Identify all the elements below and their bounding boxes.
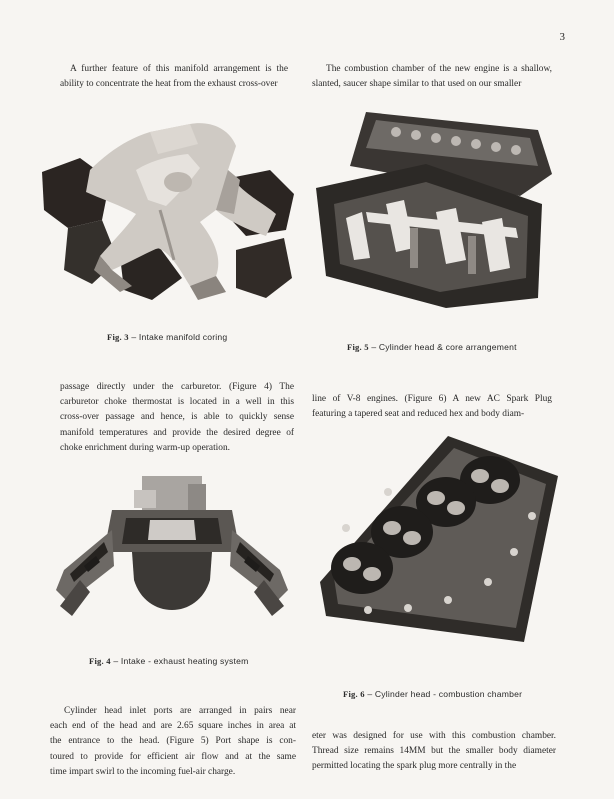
text-line: Cylinder head inlet ports are arranged in pairs near [64, 706, 296, 716]
paragraph-manifold-heat [60, 62, 288, 92]
text-line: the entrance to the head. (Figure 5) Port shape is con- [50, 736, 296, 747]
text-line: Thread size remains 14MM but the smaller body diameter [312, 746, 556, 757]
text-line: each end of the head and are 2.65 square inches in area at [50, 721, 296, 732]
text-line: eter was designed for use with this combustion chamber. [312, 731, 556, 741]
figure-intake-exhaust-heating [54, 470, 290, 622]
paragraph-thread-size [312, 729, 556, 775]
text-line: featuring a tapered seat and reduced hex and body diam- [312, 409, 525, 420]
caption-label: Fig. 5 [347, 342, 369, 352]
text-line: ability to concentrate the heat from the exhaust cross-over [60, 79, 278, 90]
text-line: slanted, saucer shape similar to that used on our smaller [312, 79, 522, 90]
caption-text: Cylinder head & core arrangement [378, 342, 517, 352]
text-line: A further feature of this manifold arrangement is the [70, 64, 288, 74]
caption-fig-6 [343, 689, 522, 699]
caption-dash: – [367, 689, 373, 699]
text-line: choke enrichment during warm-up operation. [60, 442, 230, 453]
figure-cylinder-head-chamber [318, 432, 562, 652]
paragraph-inlet-ports [50, 704, 296, 780]
caption-fig-4 [89, 656, 248, 666]
text-line: toured to provide for efficient air flow and at the same [50, 751, 296, 762]
text-line: carburetor choke thermostat is located in a well in this [60, 397, 294, 408]
figure-intake-manifold-coring [40, 110, 296, 306]
text-line: cross-over passage and hence, is able to quickly sense [60, 412, 294, 423]
paragraph-choke-thermostat [60, 380, 294, 456]
text-line: permitted locating the spark plug more centrally in the [312, 761, 517, 772]
caption-text: Intake manifold coring [138, 332, 228, 342]
caption-label: Fig. 3 [107, 332, 129, 342]
caption-label: Fig. 4 [89, 656, 111, 666]
caption-fig-3 [107, 332, 227, 342]
caption-dash: – [113, 656, 119, 666]
page-number: 3 [559, 31, 565, 43]
caption-text: Intake - exhaust heating system [120, 656, 249, 666]
caption-label: Fig. 6 [343, 689, 365, 699]
paragraph-combustion-chamber [312, 62, 552, 92]
caption-dash: – [131, 332, 137, 342]
text-line: passage directly under the carburetor. (Figure 4) The [60, 382, 294, 392]
paragraph-spark-plug [312, 392, 552, 422]
caption-text: Cylinder head - combustion chamber [374, 689, 523, 699]
caption-fig-5 [347, 342, 517, 352]
text-line: The combustion chamber of the new engine is a shallow, [326, 64, 552, 74]
caption-dash: – [371, 342, 377, 352]
text-line: line of V-8 engines. (Figure 6) A new AC Spark Plug [312, 394, 552, 404]
figure-cylinder-head-core [306, 108, 556, 312]
text-line: manifold temperatures and provide the desired degree of [60, 427, 294, 438]
text-line: time impart swirl to the incoming fuel-air charge. [50, 766, 236, 777]
